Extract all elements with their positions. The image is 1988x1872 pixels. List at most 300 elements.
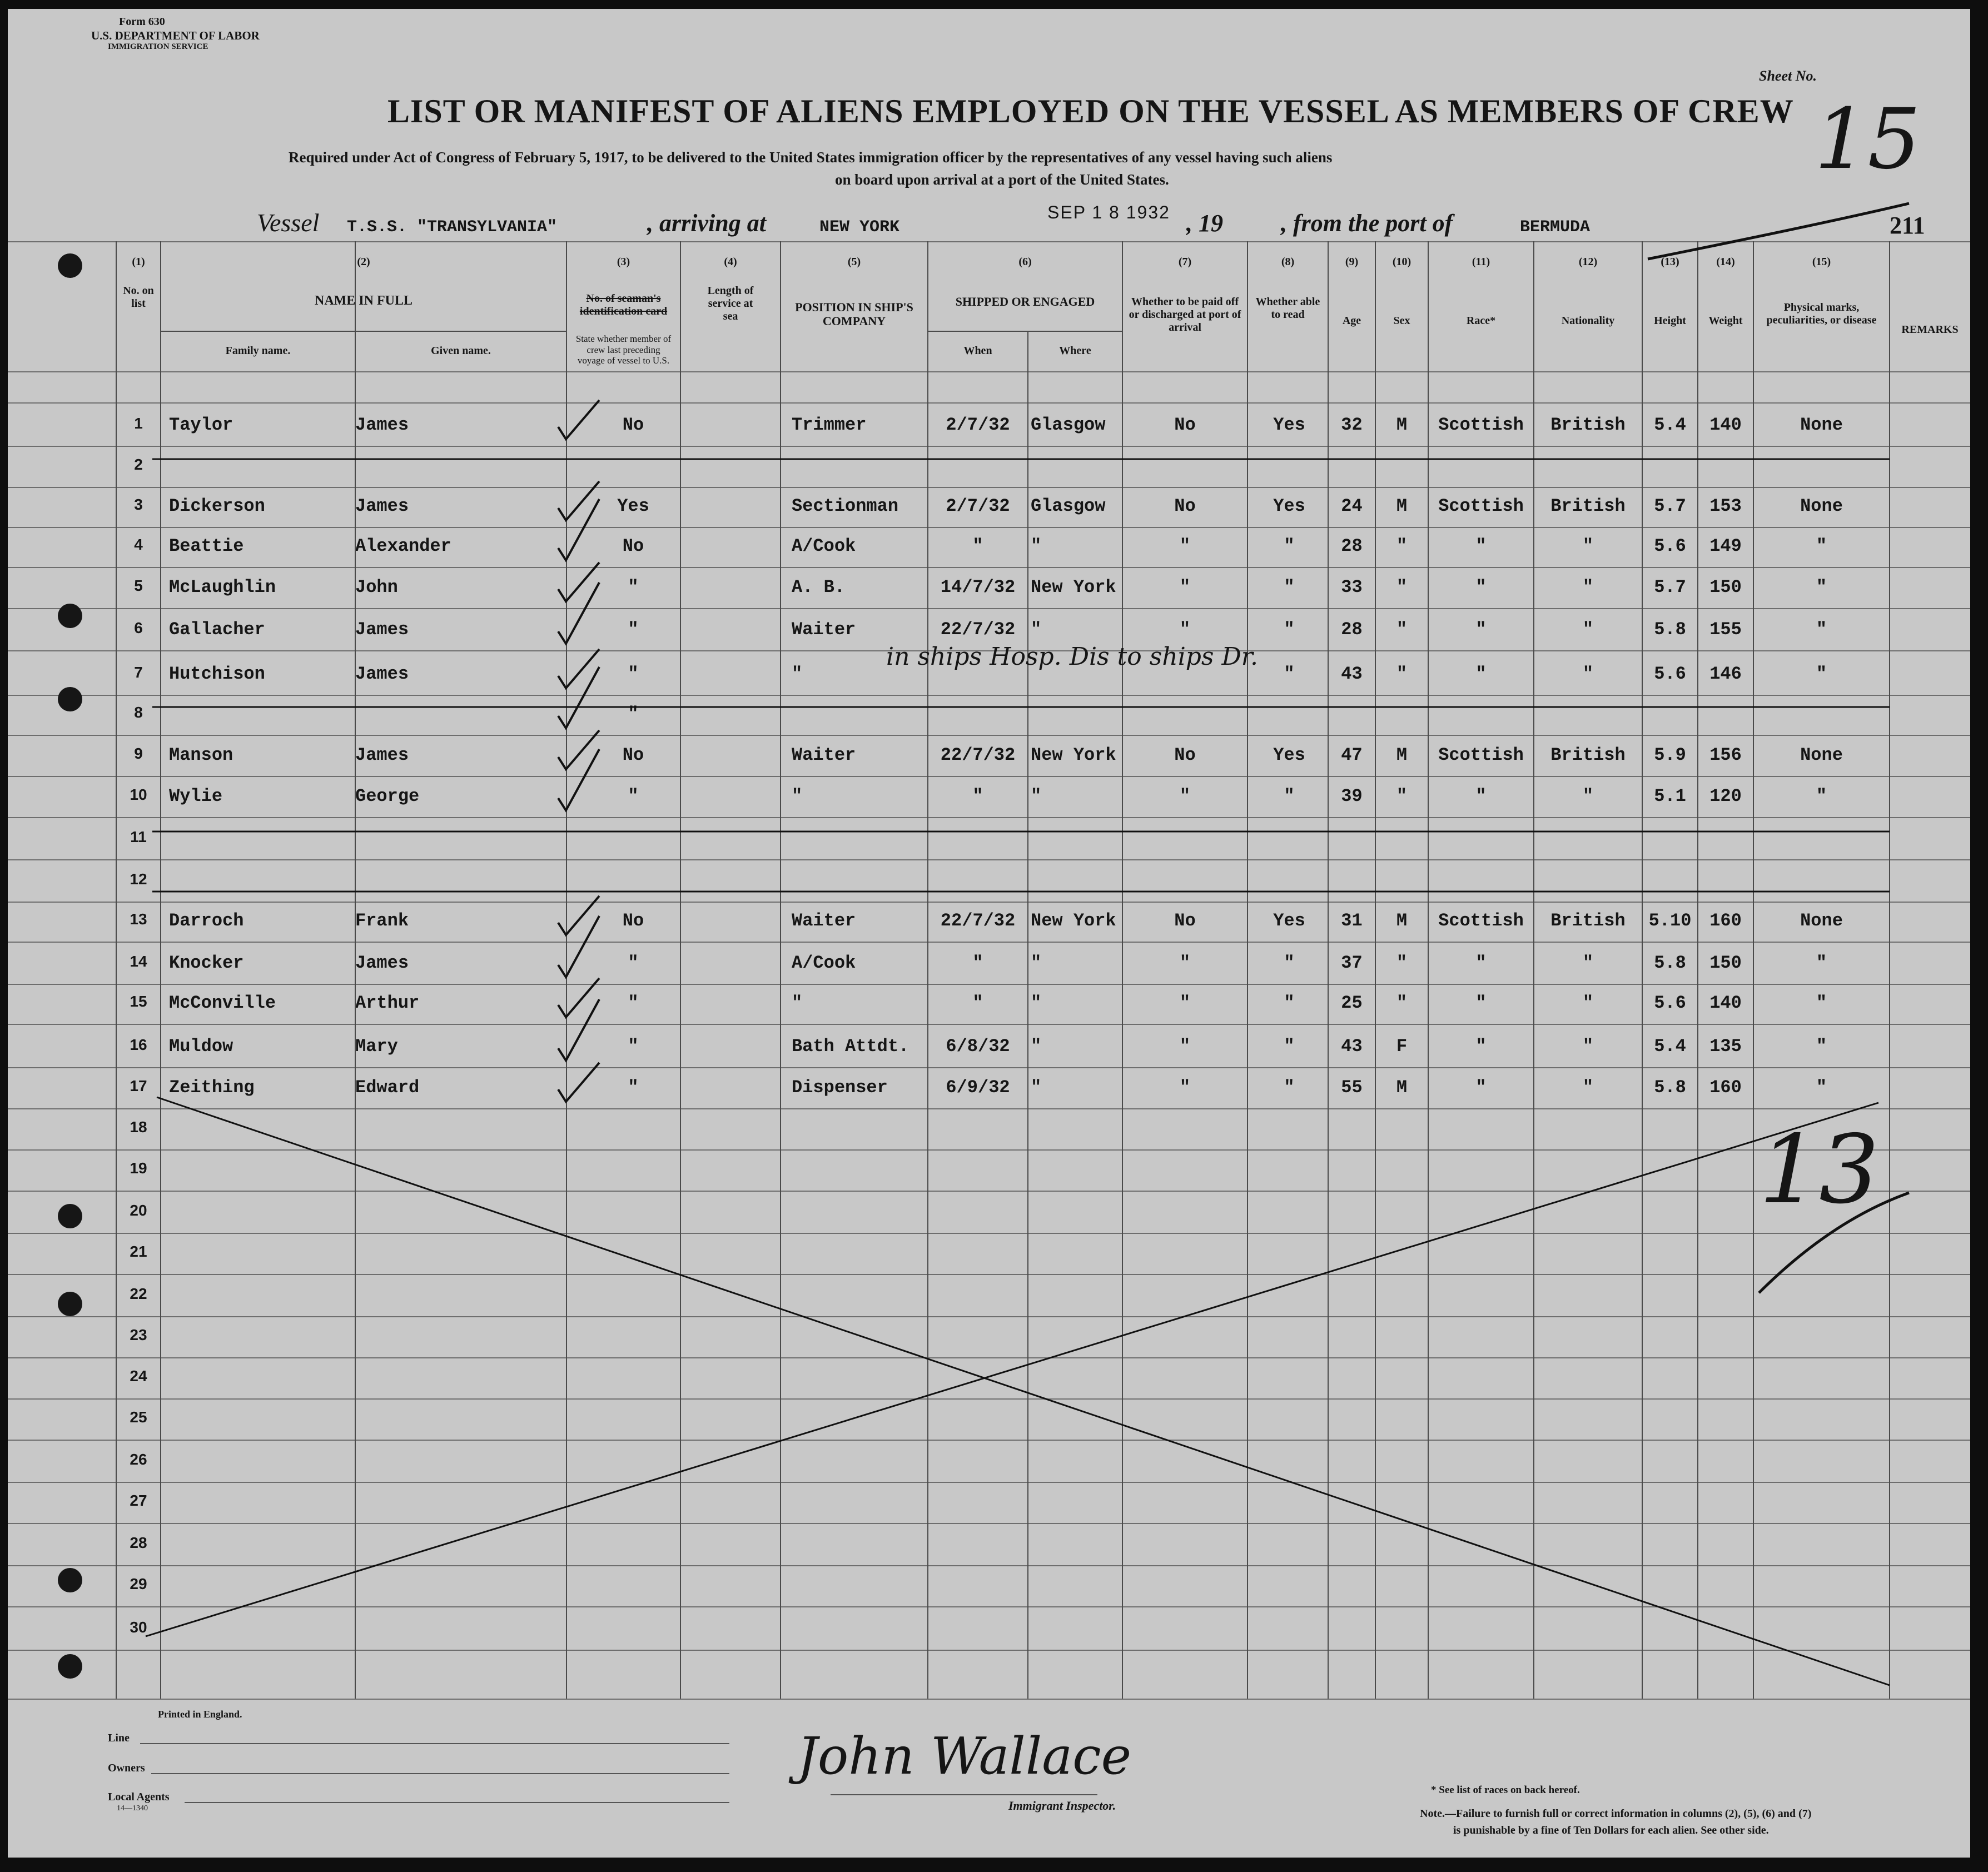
cell-weight: 146: [1709, 664, 1742, 684]
cell-family: Manson: [169, 745, 233, 765]
cell-sex: M: [1396, 496, 1408, 516]
cell-given: James: [355, 619, 409, 640]
cell-no: 26: [130, 1451, 147, 1468]
cell-position: A. B.: [792, 577, 846, 598]
cell-age: 37: [1341, 953, 1363, 973]
corner-number: 211: [1890, 212, 1925, 239]
col12-header: Nationality: [1561, 315, 1615, 327]
cell-sex: M: [1396, 910, 1408, 931]
cell-sex: ": [1396, 786, 1408, 806]
cell-weight: 120: [1709, 786, 1742, 806]
col10-header: Sex: [1393, 315, 1410, 327]
col7-number: (7): [1178, 256, 1192, 268]
cell-race: ": [1475, 577, 1487, 598]
col1-number: (1): [132, 256, 145, 268]
cell-weight: 140: [1709, 993, 1742, 1013]
cell-race: Scottish: [1438, 745, 1524, 765]
cell-no: 25: [130, 1408, 147, 1426]
cell-when: ": [972, 993, 983, 1013]
cell-height: 5.8: [1654, 953, 1686, 973]
cell-where: ": [1031, 786, 1042, 806]
cell-nat: ": [1582, 619, 1594, 640]
date-stamp: SEP 1 8 1932: [1047, 202, 1170, 222]
cell-nat: ": [1582, 1036, 1594, 1057]
cell-weight: 150: [1709, 577, 1742, 598]
cell-race: ": [1475, 664, 1487, 684]
cell-prev: ": [628, 1036, 639, 1057]
col13-number: (13): [1661, 256, 1679, 268]
cell-height: 5.6: [1654, 664, 1686, 684]
cell-no: 6: [134, 619, 143, 636]
cell-weight: 140: [1709, 415, 1742, 435]
cell-family: McLaughlin: [169, 577, 276, 598]
cell-family: Gallacher: [169, 619, 265, 640]
cell-when: 22/7/32: [940, 619, 1016, 640]
cell-position: Bath Attdt.: [792, 1036, 909, 1057]
cell-when: ": [972, 953, 983, 973]
cell-where: Glasgow: [1031, 496, 1106, 516]
cell-given: George: [355, 786, 420, 806]
cell-nat: ": [1582, 786, 1594, 806]
col6-header: SHIPPED OR ENGAGED: [955, 295, 1095, 308]
cell-family: McConville: [169, 993, 276, 1013]
col6-number: (6): [1018, 256, 1032, 268]
manifest-sheet: [8, 9, 1970, 1858]
check-mark: [558, 499, 599, 560]
cell-age: 43: [1341, 1036, 1363, 1057]
race-note: * See list of races on back hereof.: [1431, 1784, 1580, 1796]
cell-nat: ": [1582, 953, 1594, 973]
col13-header: Height: [1654, 315, 1686, 327]
cell-where: ": [1031, 619, 1042, 640]
col6-when-header: When: [963, 345, 992, 357]
cell-no: 17: [130, 1077, 147, 1094]
check-mark: [558, 730, 599, 769]
cell-height: 5.8: [1654, 1077, 1686, 1098]
cell-weight: 160: [1709, 910, 1742, 931]
cell-race: Scottish: [1438, 910, 1524, 931]
col4-number: (4): [724, 256, 737, 268]
cell-given: James: [355, 745, 409, 765]
owners-field: [151, 1773, 729, 1774]
check-mark: [558, 667, 599, 728]
cell-marks: ": [1816, 664, 1827, 684]
cell-height: 5.8: [1654, 619, 1686, 640]
line-label: Line: [108, 1732, 130, 1744]
cell-marks: ": [1816, 993, 1827, 1013]
cell-no: 5: [134, 577, 143, 594]
cell-family: Knocker: [169, 953, 244, 973]
cell-sex: ": [1396, 993, 1408, 1013]
sheet-number: 15: [1815, 91, 1921, 188]
cell-given: John: [355, 577, 398, 598]
cell-age: 33: [1341, 577, 1363, 598]
cell-race: ": [1475, 993, 1487, 1013]
cell-height: 5.10: [1648, 910, 1692, 931]
cell-race: ": [1475, 1077, 1487, 1098]
col1-header: No. on list: [123, 285, 154, 310]
cell-read: ": [1284, 1077, 1295, 1098]
year-label: , 19: [1186, 210, 1223, 237]
form-number: Form 630: [119, 16, 165, 28]
cell-weight: 153: [1709, 496, 1742, 516]
handwritten-total: 13: [1759, 1115, 1880, 1225]
col2-header: NAME IN FULL: [314, 293, 412, 308]
cell-no: 15: [130, 993, 147, 1010]
cell-nat: ": [1582, 577, 1594, 598]
cell-sex: ": [1396, 536, 1408, 556]
cell-no: 20: [130, 1202, 147, 1219]
cell-race: Scottish: [1438, 415, 1524, 435]
col4-header: Length of service at sea: [707, 285, 754, 322]
cancel-cross-line: [146, 1103, 1878, 1636]
cell-no: 22: [130, 1285, 147, 1302]
cell-family: Muldow: [169, 1036, 233, 1057]
cell-no: 16: [130, 1036, 147, 1053]
cell-where: New York: [1031, 745, 1116, 765]
cell-race: Scottish: [1438, 496, 1524, 516]
cell-nat: ": [1582, 1077, 1594, 1098]
cell-height: 5.7: [1654, 496, 1686, 516]
cell-read: ": [1284, 786, 1295, 806]
cell-read: ": [1284, 664, 1295, 684]
cell-marks: ": [1816, 953, 1827, 973]
cell-given: Frank: [355, 910, 409, 931]
cell-read: ": [1284, 953, 1295, 973]
cell-no: 21: [130, 1243, 147, 1260]
check-mark: [558, 649, 599, 688]
cell-family: Taylor: [169, 415, 233, 435]
cell-no: 10: [130, 786, 147, 803]
cell-position: Trimmer: [792, 415, 867, 435]
cell-no: 27: [130, 1492, 147, 1509]
col9-number: (9): [1345, 256, 1359, 268]
cell-where: New York: [1031, 910, 1116, 931]
line-field: [140, 1743, 729, 1744]
cell-family: Darroch: [169, 910, 244, 931]
cell-read: ": [1284, 536, 1295, 556]
col6-where-header: Where: [1059, 345, 1091, 357]
note-line-1: Note.—Failure to furnish full or correct information in columns (2), (5), (6) and (7): [1420, 1808, 1812, 1820]
cell-sex: ": [1396, 664, 1408, 684]
subtitle-line-1: Required under Act of Congress of February 5, 1917, to be delivered to the United States immigration officer by the representatives of any vessel having such aliens: [289, 149, 1333, 166]
col9-header: Age: [1342, 315, 1361, 327]
cell-read: Yes: [1273, 496, 1305, 516]
cell-no: 1: [134, 415, 143, 432]
cell-no: 14: [130, 953, 147, 970]
cell-paid: ": [1179, 993, 1191, 1013]
cell-no: 30: [130, 1619, 147, 1636]
departure-port: BERMUDA: [1520, 218, 1591, 237]
cell-given: Mary: [355, 1036, 398, 1057]
col16-header: REMARKS: [1901, 323, 1959, 336]
cell-when: 2/7/32: [946, 496, 1010, 516]
cell-position: Waiter: [792, 745, 856, 765]
cell-given: Edward: [355, 1077, 420, 1098]
cell-nat: British: [1550, 415, 1626, 435]
col2-number: (2): [357, 256, 370, 268]
cell-race: ": [1475, 1036, 1487, 1057]
cell-prev: ": [628, 664, 639, 684]
col2-given-header: Given name.: [431, 345, 491, 357]
sheet-label: Sheet No.: [1759, 68, 1817, 84]
note-line-2: is punishable by a fine of Ten Dollars for each alien. See other side.: [1453, 1824, 1769, 1836]
cell-where: Glasgow: [1031, 415, 1106, 435]
cell-no: 23: [130, 1326, 147, 1343]
cell-no: 9: [134, 745, 143, 762]
cell-weight: 156: [1709, 745, 1742, 765]
col12-number: (12): [1578, 256, 1598, 268]
col3-header-b: State whether member of crew last preceding voyage of vessel to U.S.: [575, 333, 672, 366]
col11-number: (11): [1472, 256, 1490, 268]
cell-age: 31: [1341, 910, 1363, 931]
from-port-label: , from the port of: [1281, 210, 1453, 237]
cell-prev: No: [622, 536, 644, 556]
cell-no: 28: [130, 1534, 147, 1551]
inspector-label: Immigrant Inspector.: [1008, 1799, 1116, 1813]
cell-when: 6/8/32: [946, 1036, 1010, 1057]
cell-when: 22/7/32: [940, 745, 1016, 765]
check-mark: [558, 916, 599, 977]
cell-when: ": [972, 536, 983, 556]
cell-read: Yes: [1273, 910, 1305, 931]
col8-header: Whether able to read: [1255, 296, 1320, 321]
col14-number: (14): [1716, 256, 1735, 268]
cell-sex: ": [1396, 619, 1408, 640]
cell-height: 5.4: [1654, 415, 1686, 435]
cell-height: 5.1: [1654, 786, 1686, 806]
cell-marks: None: [1800, 910, 1843, 931]
cell-sex: ": [1396, 577, 1408, 598]
cell-no: 3: [134, 496, 143, 513]
cell-height: 5.6: [1654, 536, 1686, 556]
cell-nat: ": [1582, 536, 1594, 556]
cell-position: A/Cook: [792, 536, 856, 556]
check-mark: [558, 481, 599, 520]
cell-family: Hutchison: [169, 664, 265, 684]
cell-no: 11: [130, 828, 147, 845]
cell-no: 18: [130, 1118, 147, 1136]
cell-prev: ": [628, 1077, 639, 1098]
cell-weight: 149: [1709, 536, 1742, 556]
cell-sex: F: [1396, 1036, 1408, 1057]
check-mark: [558, 749, 599, 810]
cell-no: 13: [130, 910, 147, 928]
cell-weight: 135: [1709, 1036, 1742, 1057]
cell-paid: ": [1179, 577, 1191, 598]
cell-age: 55: [1341, 1077, 1363, 1098]
col2-family-header: Family name.: [225, 345, 291, 357]
cell-when: ": [972, 786, 983, 806]
inspector-signature: John Wallace: [797, 1726, 1132, 1786]
cancel-cross-line: [157, 1097, 1890, 1685]
col7-header: Whether to be paid off or discharged at port of arrival: [1129, 296, 1241, 333]
cell-nat: British: [1550, 496, 1626, 516]
cell-sex: M: [1396, 415, 1408, 435]
cell-position: ": [792, 664, 803, 684]
cell-read: ": [1284, 993, 1295, 1013]
cell-sex: M: [1396, 1077, 1408, 1098]
cell-no: 19: [130, 1159, 147, 1177]
col14-header: Weight: [1708, 315, 1743, 327]
cell-prev: No: [622, 910, 644, 931]
signature-line: [831, 1794, 1097, 1795]
cell-paid: ": [1179, 953, 1191, 973]
cell-prev: ": [628, 619, 639, 640]
cell-weight: 160: [1709, 1077, 1742, 1098]
cell-age: 47: [1341, 745, 1363, 765]
cell-where: ": [1031, 1077, 1042, 1098]
cell-marks: None: [1800, 496, 1843, 516]
cell-height: 5.9: [1654, 745, 1686, 765]
cell-paid: ": [1179, 1036, 1191, 1057]
cell-given: Alexander: [355, 536, 451, 556]
check-mark: [558, 400, 599, 439]
cell-prev: Yes: [617, 496, 649, 516]
cell-family: Dickerson: [169, 496, 265, 516]
cell-given: James: [355, 953, 409, 973]
cell-paid: No: [1174, 415, 1196, 435]
cell-given: James: [355, 496, 409, 516]
cell-race: ": [1475, 786, 1487, 806]
agents-label: Local Agents: [108, 1791, 170, 1803]
cell-weight: 155: [1709, 619, 1742, 640]
cell-prev: ": [628, 786, 639, 806]
cell-weight: 150: [1709, 953, 1742, 973]
col10-number: (10): [1392, 256, 1412, 268]
cell-paid: ": [1179, 619, 1191, 640]
owners-label: Owners: [108, 1762, 145, 1774]
cell-read: ": [1284, 577, 1295, 598]
cell-paid: ": [1179, 536, 1191, 556]
cell-race: ": [1475, 953, 1487, 973]
cell-paid: ": [1179, 1077, 1191, 1098]
cell-no: 24: [130, 1367, 147, 1385]
department: U.S. DEPARTMENT OF LABOR: [91, 29, 260, 42]
cell-age: 32: [1341, 415, 1363, 435]
cell-paid: No: [1174, 745, 1196, 765]
cell-read: ": [1284, 619, 1295, 640]
cell-race: ": [1475, 619, 1487, 640]
form-code: 14—1340: [117, 1804, 148, 1813]
cell-prev: ": [628, 704, 639, 724]
cell-no: 29: [130, 1575, 147, 1592]
cell-given: Arthur: [355, 993, 420, 1013]
cell-marks: None: [1800, 415, 1843, 435]
check-mark: [558, 999, 599, 1061]
cell-position: ": [792, 993, 803, 1013]
handwritten-flourish: [1648, 203, 1909, 259]
cell-paid: No: [1174, 910, 1196, 931]
cell-age: 25: [1341, 993, 1363, 1013]
cell-age: 39: [1341, 786, 1363, 806]
agents-field: [185, 1802, 729, 1803]
cell-when: 6/9/32: [946, 1077, 1010, 1098]
cell-no: 12: [130, 870, 147, 888]
cell-where: ": [1031, 953, 1042, 973]
cell-nat: British: [1550, 910, 1626, 931]
cell-paid: ": [1179, 786, 1191, 806]
col3-header-a: No. of seaman's identification card: [579, 292, 668, 317]
cell-age: 28: [1341, 536, 1363, 556]
cell-nat: British: [1550, 745, 1626, 765]
service: IMMIGRATION SERVICE: [108, 42, 208, 51]
cell-age: 28: [1341, 619, 1363, 640]
cell-position: ": [792, 786, 803, 806]
row7-handwritten-note: in ships Hosp. Dis to ships Dr.: [886, 643, 1258, 671]
cell-position: Sectionman: [792, 496, 899, 516]
col8-number: (8): [1281, 256, 1295, 268]
cell-paid: No: [1174, 496, 1196, 516]
check-mark: [558, 1063, 599, 1102]
arrival-port: NEW YORK: [819, 218, 900, 237]
col5-number: (5): [847, 256, 861, 268]
cell-where: ": [1031, 1036, 1042, 1057]
cell-sex: M: [1396, 745, 1408, 765]
col5-header: POSITION IN SHIP'S COMPANY: [795, 300, 913, 328]
cell-when: 22/7/32: [940, 910, 1016, 931]
cell-no: 7: [134, 664, 143, 681]
cell-position: Waiter: [792, 910, 856, 931]
cell-sex: ": [1396, 953, 1408, 973]
cell-family: Wylie: [169, 786, 223, 806]
vessel-name: T.S.S. "TRANSYLVANIA": [347, 218, 558, 237]
cell-prev: No: [622, 745, 644, 765]
cell-nat: ": [1582, 993, 1594, 1013]
cell-where: ": [1031, 993, 1042, 1013]
cell-marks: None: [1800, 745, 1843, 765]
cell-race: ": [1475, 536, 1487, 556]
cell-marks: ": [1816, 536, 1827, 556]
cell-prev: ": [628, 953, 639, 973]
cell-marks: ": [1816, 577, 1827, 598]
cell-position: A/Cook: [792, 953, 856, 973]
cell-nat: ": [1582, 664, 1594, 684]
cell-position: Dispenser: [792, 1077, 888, 1098]
cell-where: ": [1031, 536, 1042, 556]
cell-age: 24: [1341, 496, 1363, 516]
cell-marks: ": [1816, 1077, 1827, 1098]
cell-family: Beattie: [169, 536, 244, 556]
cell-marks: ": [1816, 619, 1827, 640]
check-mark: [558, 582, 599, 644]
cell-age: 43: [1341, 664, 1363, 684]
cell-height: 5.4: [1654, 1036, 1686, 1057]
printed-in: Printed in England.: [158, 1709, 242, 1720]
cell-read: Yes: [1273, 745, 1305, 765]
cell-height: 5.6: [1654, 993, 1686, 1013]
col15-header: Physical marks, peculiarities, or disease: [1766, 301, 1877, 326]
cell-marks: ": [1816, 1036, 1827, 1057]
col15-number: (15): [1812, 256, 1831, 268]
cell-height: 5.7: [1654, 577, 1686, 598]
table-grid: [8, 9, 1970, 1858]
cell-marks: ": [1816, 786, 1827, 806]
cell-no: 2: [134, 456, 143, 473]
cell-prev: No: [622, 415, 644, 435]
cell-when: 14/7/32: [940, 577, 1016, 598]
cell-when: 2/7/32: [946, 415, 1010, 435]
page-title: LIST OR MANIFEST OF ALIENS EMPLOYED ON THE VESSEL AS MEMBERS OF CREW: [387, 93, 1794, 130]
cell-where: New York: [1031, 577, 1116, 598]
col11-header: Race*: [1466, 315, 1496, 327]
subtitle-line-2: on board upon arrival at a port of the United States.: [835, 171, 1169, 188]
cell-no: 8: [134, 704, 143, 721]
cell-read: Yes: [1273, 415, 1305, 435]
cell-no: 4: [134, 536, 143, 553]
vessel-label: Vessel: [257, 208, 320, 237]
cell-prev: ": [628, 993, 639, 1013]
